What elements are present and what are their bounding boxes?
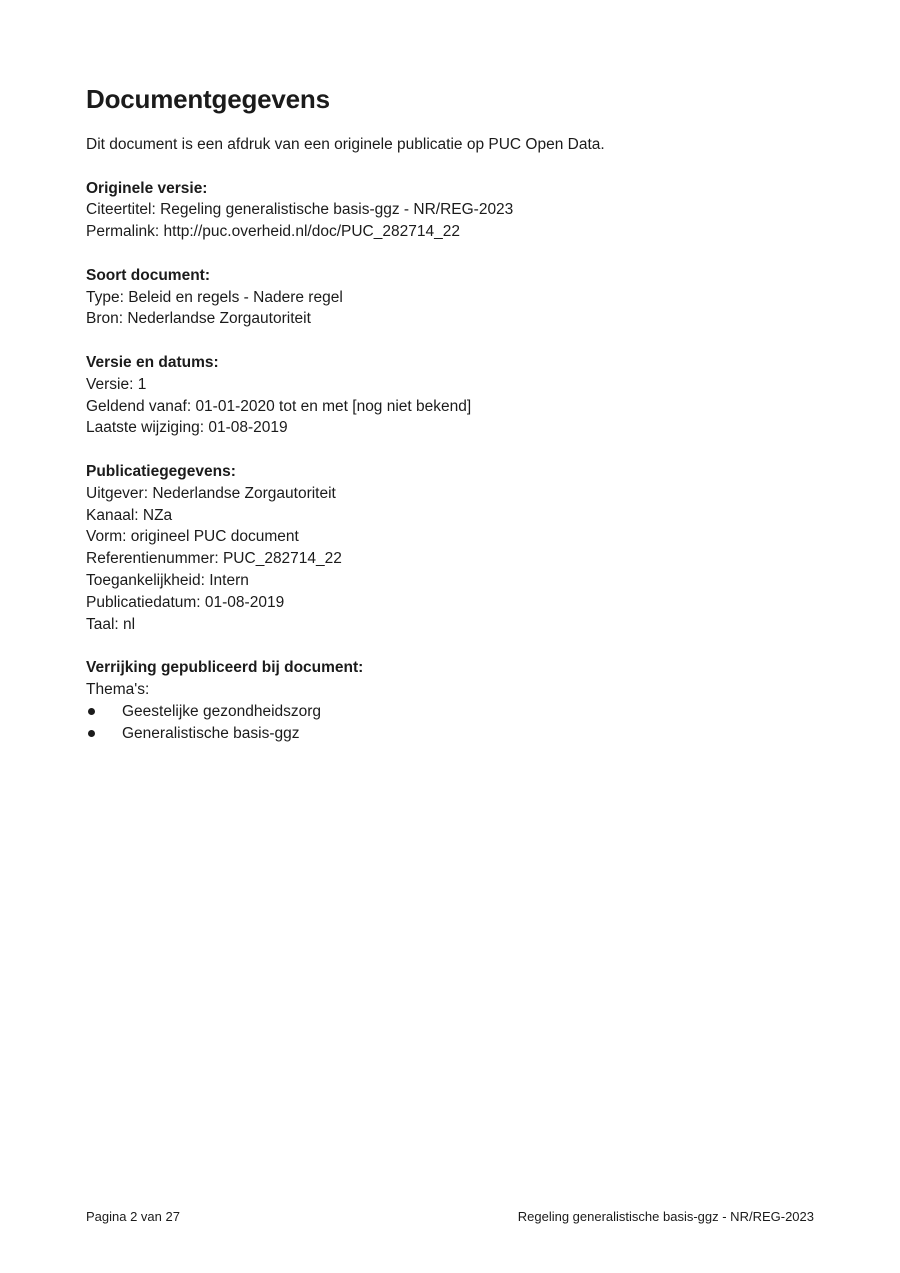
document-body: [86, 84, 814, 766]
line-kanaal: Kanaal: NZa: [86, 506, 173, 524]
page-title: Documentgegevens: [86, 84, 330, 114]
line-permalink: Permalink: http://puc.overheid.nl/doc/PUC_282714_22: [86, 223, 460, 241]
section-versie-en-datums: [86, 352, 814, 439]
section-heading: Publicatiegegevens:: [86, 462, 236, 480]
line-vorm: Vorm: origineel PUC document: [86, 528, 299, 546]
bullet-icon: [88, 730, 95, 737]
line-uitgever: Uitgever: Nederlandse Zorgautoriteit: [86, 484, 336, 502]
section-originele-versie: [86, 178, 814, 243]
line-laatste-wijziging: Laatste wijziging: 01-08-2019: [86, 419, 288, 437]
section-heading: Soort document:: [86, 266, 210, 284]
list-item: [86, 701, 814, 723]
line-bron: Bron: Nederlandse Zorgautoriteit: [86, 310, 311, 328]
section-heading: Verrijking gepubliceerd bij document:: [86, 659, 364, 677]
section-soort-document: [86, 265, 814, 330]
intro-text: Dit document is een afdruk van een originele publicatie op PUC Open Data.: [86, 136, 605, 153]
section-publicatiegegevens: [86, 461, 814, 635]
line-themas: Thema's:: [86, 680, 150, 698]
bullet-label: Geestelijke gezondheidszorg: [122, 702, 322, 720]
line-citeertitel: Citeertitel: Regeling generalistische basis-ggz - NR/REG-2023: [86, 201, 514, 219]
line-versie: Versie: 1: [86, 375, 147, 393]
list-item: [86, 723, 814, 745]
footer-page-number: Pagina 2 van 27: [86, 1209, 180, 1224]
bullet-icon: [88, 708, 95, 715]
line-referentienummer: Referentienummer: PUC_282714_22: [86, 550, 342, 568]
line-toegankelijkheid: Toegankelijkheid: Intern: [86, 571, 249, 589]
page-footer: [86, 1208, 814, 1226]
footer-document-title: Regeling generalistische basis-ggz - NR/REG-2023: [517, 1209, 814, 1224]
line-geldend-vanaf: Geldend vanaf: 01-01-2020 tot en met [nog niet bekend]: [86, 397, 472, 415]
section-heading: Versie en datums:: [86, 353, 219, 371]
section-verrijking: [86, 657, 814, 744]
line-taal: Taal: nl: [86, 615, 136, 633]
bullet-label: Generalistische basis-ggz: [122, 724, 300, 742]
line-type: Type: Beleid en regels - Nadere regel: [86, 288, 343, 306]
line-publicatiedatum: Publicatiedatum: 01-08-2019: [86, 593, 285, 611]
section-heading: Originele versie:: [86, 179, 208, 197]
